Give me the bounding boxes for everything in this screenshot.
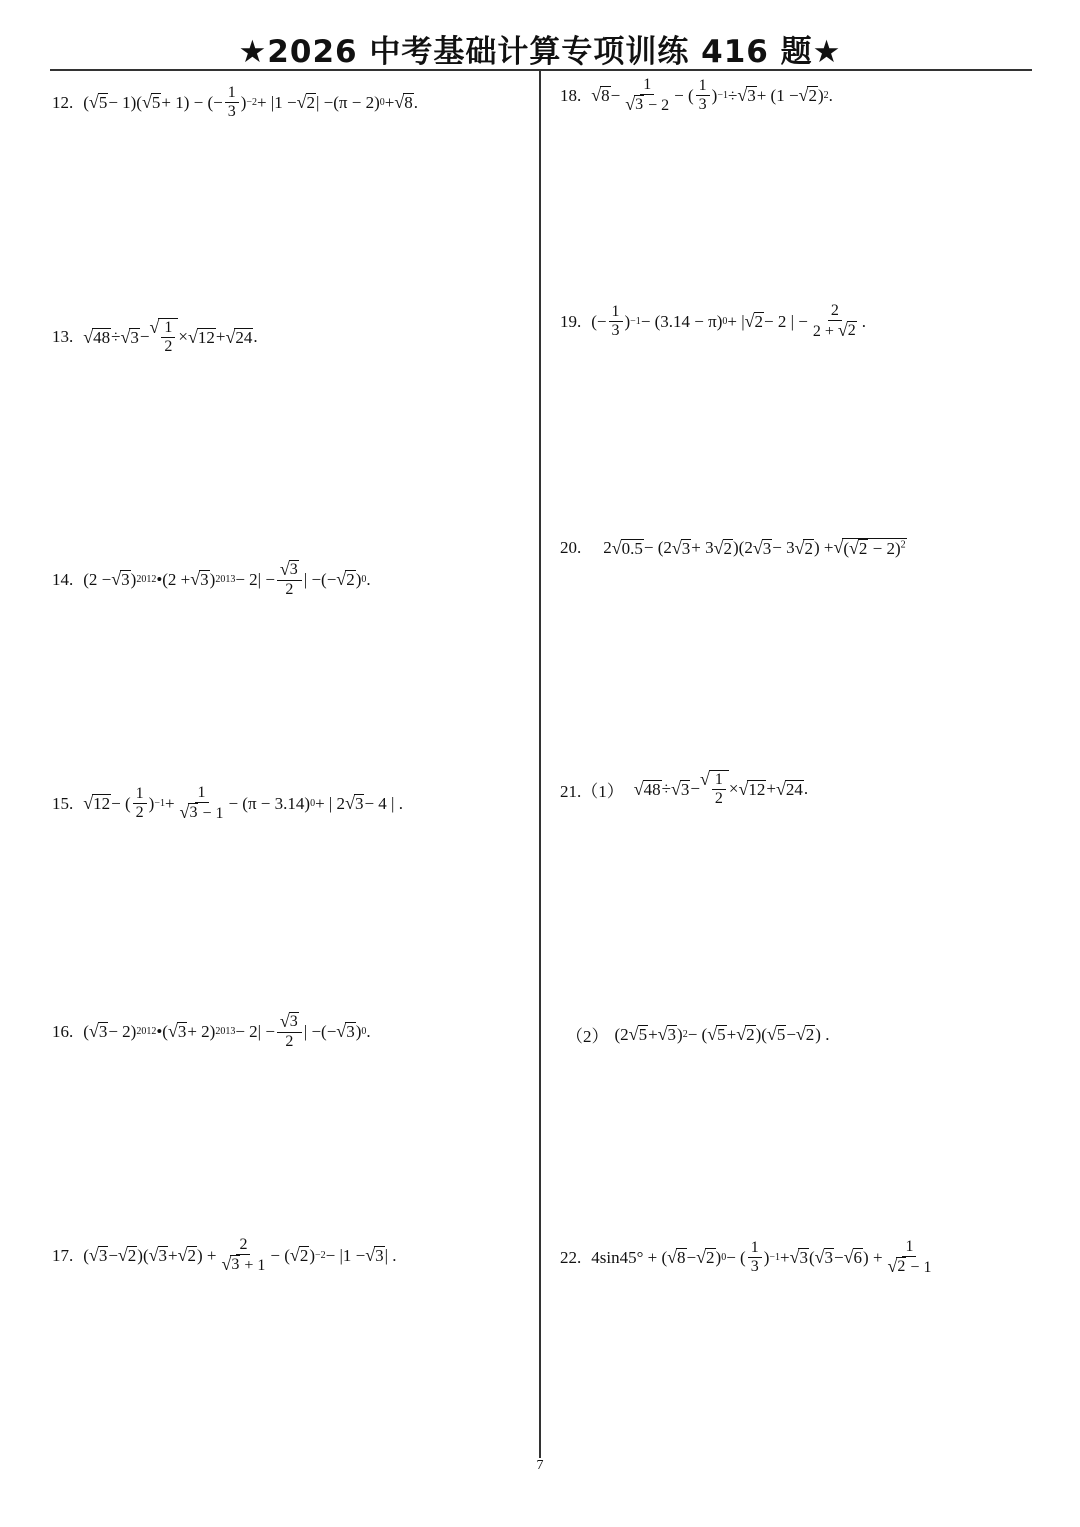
problem-12 [52,84,418,122]
problem-number: 13. [52,327,74,347]
problem-number: 19. [560,311,582,331]
problem-expression: √ 48 ÷ √ 3 − √ $\frac{1}{2}$ × √ 12 + √ 24 . [83,317,258,356]
problem-expression: √ 12 − ( $\frac{1}{2}$ ) −1 + 1 √ 3 − 1 − (π − 3.14) 0 + | 2 √ 3 − 4 | . [83,784,403,823]
problem-16 [52,1012,371,1052]
problem-expression: ( √ 3 − √ 2 )( √ 3 + √ 2 ) + 2 √ 3 + 1 − ( √ 2 ) −2 − |1 − √ 3 | . [83,1236,397,1275]
problem-20 [560,538,907,559]
problem-17 [52,1236,397,1276]
problem-21-2 [566,1022,829,1047]
problem-expression: √ 48 ÷ √ 3 − √ $\frac{1}{2}$ × √ 12 + √ 24 . [633,769,809,808]
problem-number: 15. [52,793,74,813]
problem-number: 22. [560,1247,582,1267]
problem-number: 18. [560,85,582,105]
page-number: 7 [536,1458,544,1473]
problem-number: 16. [52,1021,74,1041]
problem-expression: √ 8 − 1 √ 3 − 2 − ( $\frac{1}{3}$ ) −1 ÷ √ 3 + (1 − √ 2 ) 2 . [591,76,833,115]
problem-expression: (2 − √ 3 ) 2012 •(2 + √ 3 ) 2013 − 2| − √ 3 2 | −(− √ 2 ) 0 . [83,559,371,599]
page-title: ★2026 中考基础计算专项训练 416 题★ [238,34,842,70]
problem-expression: 2 √ 0.5 − (2 √ 3 + 3 √ 2 )(2 √ 3 − 3 √ 2 ) + √ ( √ 2 − 2)$^2$ [603,537,906,558]
problem-number: 20. [560,538,582,558]
header-rule [50,69,1032,71]
problem-expression: (− $\frac{1}{3}$ ) −1 − (3.14 − π) 0 + | √ 2 − 2 | − 2 2 + √ 2 . [591,302,867,341]
problem-number: 17. [52,1245,74,1265]
column-divider [539,70,541,1458]
problem-expression: ( √ 3 − 2) 2012 •( √ 3 + 2) 2013 − 2| − √ 3 2 | −(− √ 3 ) 0 . [83,1011,371,1051]
problem-number: 12. [52,92,74,112]
problem-14 [52,560,371,600]
problem-18 [560,76,833,116]
problem-13 [52,318,258,357]
problem-22 [560,1238,936,1278]
problem-number: 14. [52,569,74,589]
problem-number: 21.（1） [560,781,624,801]
problem-expression: (2 √ 5 + √ 3 ) 2 − ( √ 5 + √ 2 )( √ 5 − √ 2 ) . [614,1023,830,1044]
problem-15 [52,784,403,824]
problem-21-1 [560,770,808,809]
problem-number: （2） [566,1027,609,1046]
problem-expression: ( √ 5 − 1)( √ 5 + 1) − (− $\frac{1}{3}$ ) −2 + |1 − √ 2 | −(π − 2) 0 + √ 8 . [83,84,418,121]
problem-19 [560,302,866,342]
problem-expression: 4sin45° + ( √ 8 − √ 2 ) 0 − ( $\frac{1}{3}$ ) −1 + √ 3 ( √ 3 − √ 6 ) + 1 √ 2 − 1 [591,1238,932,1277]
